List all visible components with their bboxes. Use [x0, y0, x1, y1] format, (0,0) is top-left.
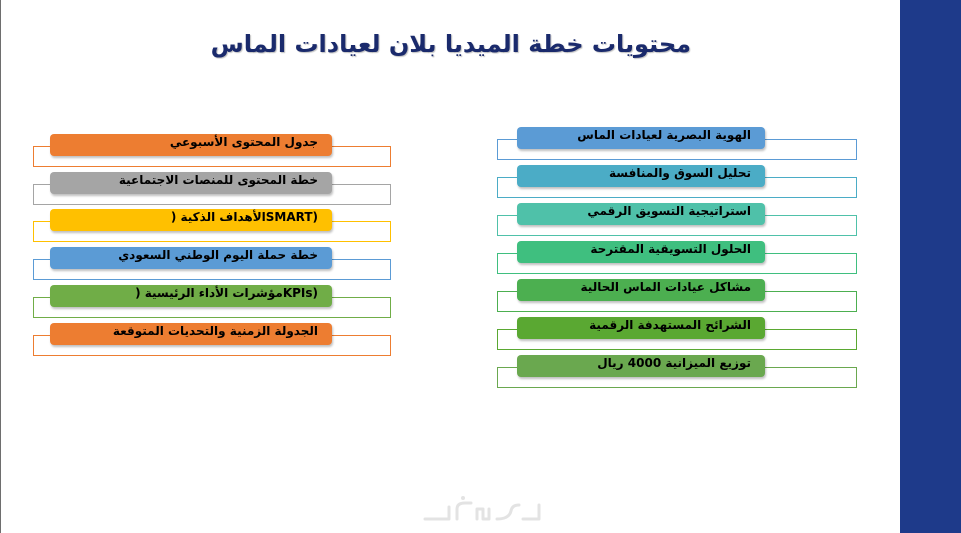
- item-label: مشاكل عيادات الماس الحالية: [517, 279, 765, 301]
- item-label: الحلول التسويقية المقترحة: [517, 241, 765, 263]
- item-label: جدول المحتوى الأسبوعي: [50, 134, 332, 156]
- khamsat-watermark-logo: [419, 495, 544, 525]
- list-item: [497, 279, 857, 313]
- item-label: (SMARTالأهداف الذكية (: [50, 209, 332, 231]
- list-item: [33, 247, 391, 281]
- list-item: [497, 241, 857, 275]
- list-item: [497, 203, 857, 237]
- list-item: [33, 285, 391, 319]
- item-label: خطة المحتوى للمنصات الاجتماعية: [50, 172, 332, 194]
- item-label: الشرائح المستهدفة الرقمية: [517, 317, 765, 339]
- item-label: استراتيجية التسويق الرقمي: [517, 203, 765, 225]
- list-item: [33, 172, 391, 206]
- list-item: [33, 323, 391, 357]
- item-label: الجدولة الزمنية والتحديات المتوقعة: [50, 323, 332, 345]
- list-item: [497, 355, 857, 389]
- slide-title: محتويات خطة الميديا بلان لعيادات الماس: [210, 30, 691, 58]
- item-label: خطة حملة اليوم الوطني السعودي: [50, 247, 332, 269]
- list-item: [497, 165, 857, 199]
- item-label: (KPIsمؤشرات الأداء الرئيسية (: [50, 285, 332, 307]
- list-item: [33, 209, 391, 243]
- item-label: تحليل السوق والمنافسة: [517, 165, 765, 187]
- list-item: [497, 127, 857, 161]
- list-item: [497, 317, 857, 351]
- item-label: الهوية البصرية لعيادات الماس: [517, 127, 765, 149]
- item-label: توزيع الميزانية 4000 ريال: [517, 355, 765, 377]
- list-item: [33, 134, 391, 168]
- right-accent-bar: [900, 0, 961, 533]
